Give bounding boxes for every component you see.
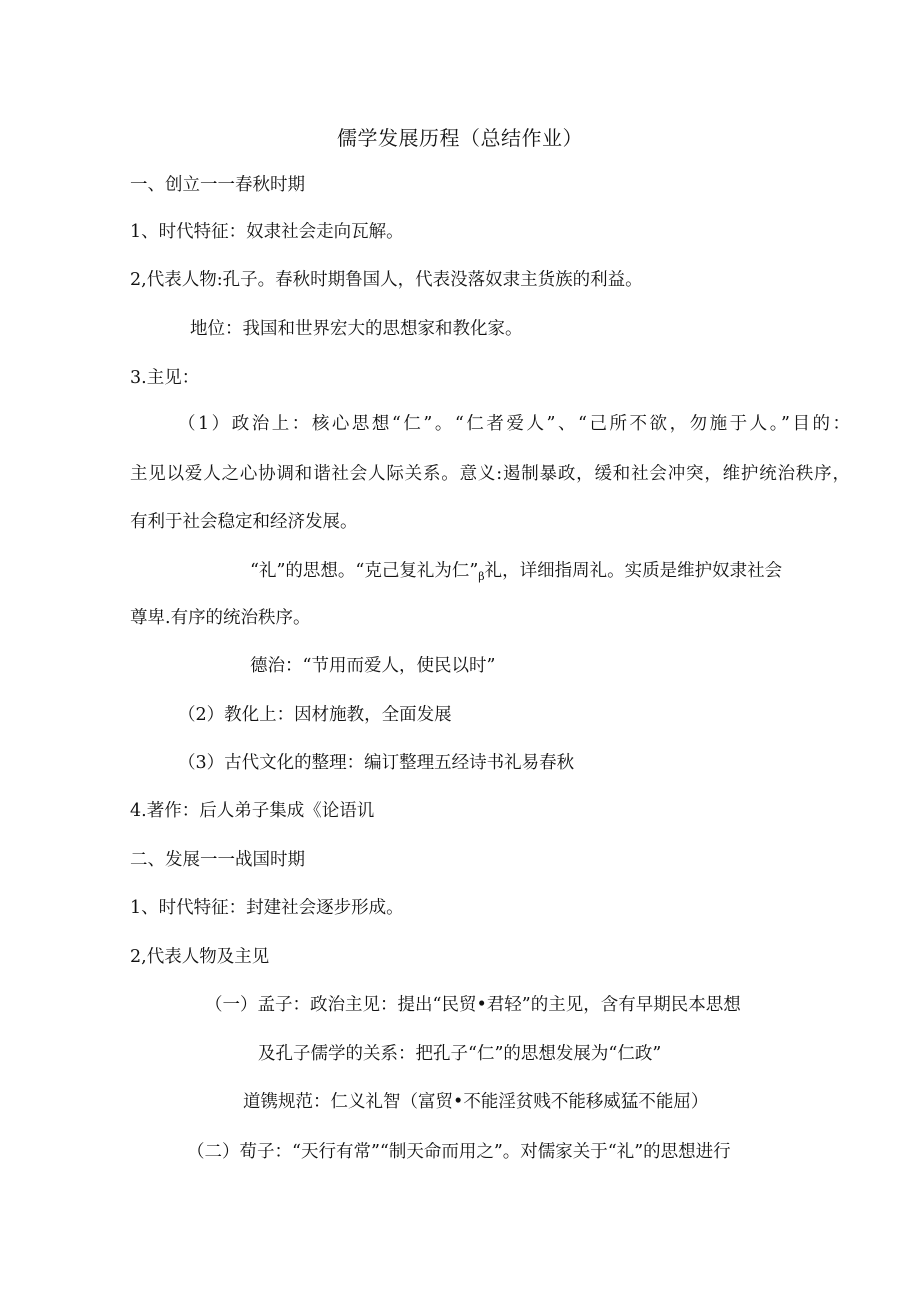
paragraph-line: 3.主见： [130, 368, 200, 388]
paragraph-line: （1）政治上：核心思想“仁”。“仁者爱人”、“己所不欲，勿施于人。”目的： [178, 414, 850, 434]
paragraph-line: （一）孟子：政治主见：提出“民贸•君轻”的主见，含有早期民本思想 [205, 995, 741, 1015]
paragraph-line: 2,代表人物:孔子。春秋时期鲁国人，代表没落奴隶主货族的利益。 [130, 270, 643, 290]
paragraph-line: 有利于社会稳定和经济发展。 [130, 512, 358, 532]
paragraph-line: 德治：“节用而爱人，使民以时” [250, 656, 496, 676]
section-heading-2: 二、发展一一战国时期 [130, 850, 305, 870]
subscript-mark: β [478, 570, 485, 583]
paragraph-line: 及孔子儒学的关系：把孔子“仁”的思想发展为“仁政” [258, 1044, 662, 1064]
paragraph-line: 1、时代特征：奴隶社会走向瓦解。 [130, 222, 404, 242]
text-segment: “礼”的思想。“克己复礼为仁” [250, 561, 479, 581]
text-segment: 礼，详细指周礼。实质是维护奴隶社会 [484, 561, 783, 581]
paragraph-line: （3）古代文化的整理：编订整理五经诗书礼易春秋 [178, 753, 575, 773]
paragraph-line: 主见以爱人之心协调和谐社会人际关系。意义:遏制暴政，缓和社会冲突，维护统治秩序， [130, 464, 850, 484]
document-title: 儒学发展历程（总结作业） [337, 126, 583, 150]
paragraph-line: 尊卑.有序的统治秩序。 [130, 608, 311, 628]
paragraph-line [250, 559, 782, 589]
section-heading-1: 一、创立一一春秋时期 [130, 175, 305, 195]
paragraph-line: 道镌规范：仁义礼智（富贸•不能淫贫贱不能移威猛不能屈） [243, 1092, 709, 1112]
paragraph-line: 地位：我国和世界宏大的思想家和教化家。 [190, 319, 523, 339]
paragraph-line: （二）荀子：“天行有常”“制天命而用之”。对儒家关于“礼”的思想进行 [187, 1142, 731, 1162]
paragraph-line: 1、时代特征：封建社会逐步形成。 [130, 898, 404, 918]
paragraph-line: （2）教化上：因材施教，全面发展 [178, 705, 452, 725]
paragraph-line: 2,代表人物及主见 [130, 947, 270, 967]
paragraph-line: 4.著作：后人弟子集成《论语讥 [130, 801, 375, 821]
